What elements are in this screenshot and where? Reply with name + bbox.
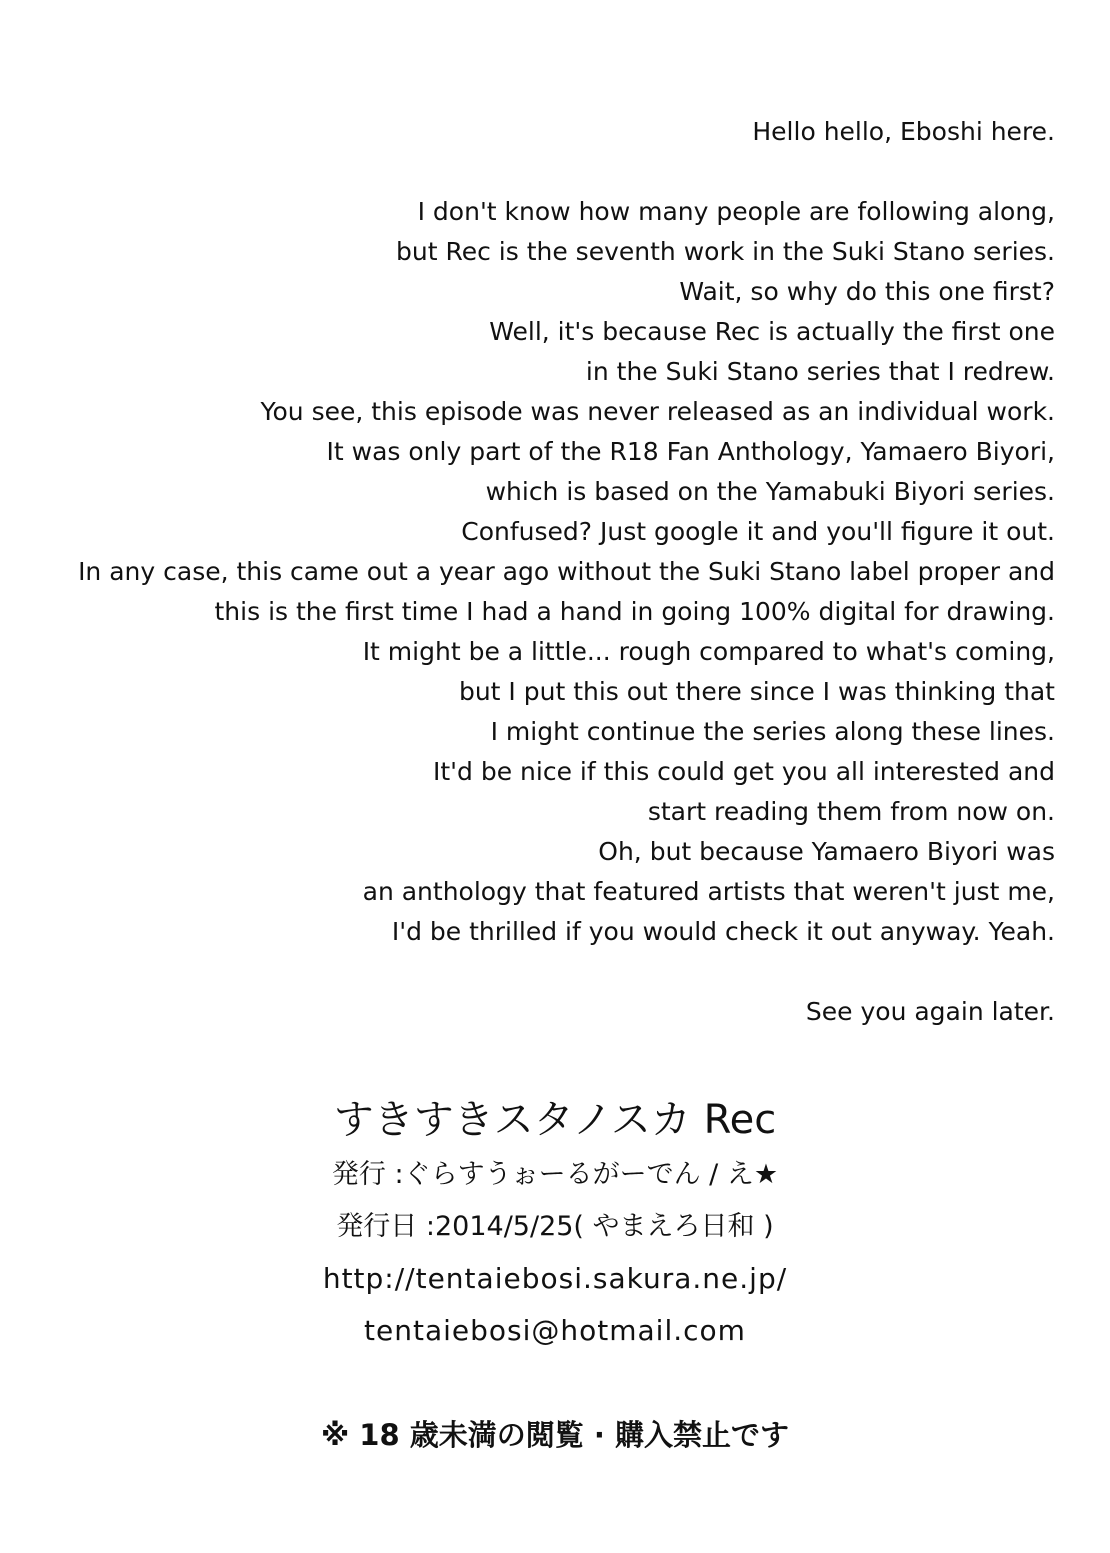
afterword-closing: See you again later. — [805, 997, 1055, 1026]
afterword-line: Confused? Just google it and you'll figure it out. — [461, 517, 1055, 546]
afterword-line: but I put this out there since I was thinking that — [458, 677, 1055, 706]
contact-email: tentaiebosi@hotmail.com — [364, 1314, 746, 1347]
afterword-closing-block — [806, 992, 1055, 1032]
afterword-line: In any case, this came out a year ago without the Suki Stano label proper and — [78, 557, 1055, 586]
website-url: http://tentaiebosi.sakura.ne.jp/ — [322, 1262, 788, 1295]
afterword-line: It might be a little... rough compared to what's coming, — [362, 637, 1055, 666]
book-title: すきすきスタノスカ Rec — [333, 1097, 777, 1143]
publication-date: 発行日 :2014/5/25( やまえろ日和 ) — [336, 1211, 774, 1242]
afterword-body — [78, 192, 1055, 952]
afterword-line: in the Suki Stano series that I redrew. — [585, 357, 1055, 386]
afterword-line: Wait, so why do this one first? — [679, 277, 1055, 306]
age-restriction-notice: ※ 18 歳未満の閲覧 · 購入禁止です — [321, 1418, 789, 1452]
afterword-line: Well, it's because Rec is actually the first one — [489, 317, 1055, 346]
afterword-line: I don't know how many people are following along, — [417, 197, 1055, 226]
afterword-line: start reading them from now on. — [647, 797, 1055, 826]
afterword-line: Oh, but because Yamaero Biyori was — [598, 837, 1055, 866]
afterword-line: I might continue the series along these lines. — [490, 717, 1055, 746]
afterword-greeting: Hello hello, Eboshi here. — [752, 117, 1055, 146]
afterword-line: It'd be nice if this could get you all interested and — [432, 757, 1055, 786]
publisher-line: 発行 :ぐらすうぉーるがーでん / え★ — [331, 1159, 779, 1190]
afterword-line: which is based on the Yamabuki Biyori series. — [485, 477, 1055, 506]
afterword-greeting-block — [752, 112, 1055, 152]
afterword-line: It was only part of the R18 Fan Anthology, Yamaero Biyori, — [326, 437, 1055, 466]
afterword-line: You see, this episode was never released as an individual work. — [260, 397, 1055, 426]
afterword-line: I'd be thrilled if you would check it out anyway. Yeah. — [391, 917, 1055, 946]
afterword-line: this is the first time I had a hand in going 100% digital for drawing. — [214, 597, 1055, 626]
afterword-line: but Rec is the seventh work in the Suki Stano series. — [396, 237, 1055, 266]
afterword-line: an anthology that featured artists that weren't just me, — [362, 877, 1055, 906]
